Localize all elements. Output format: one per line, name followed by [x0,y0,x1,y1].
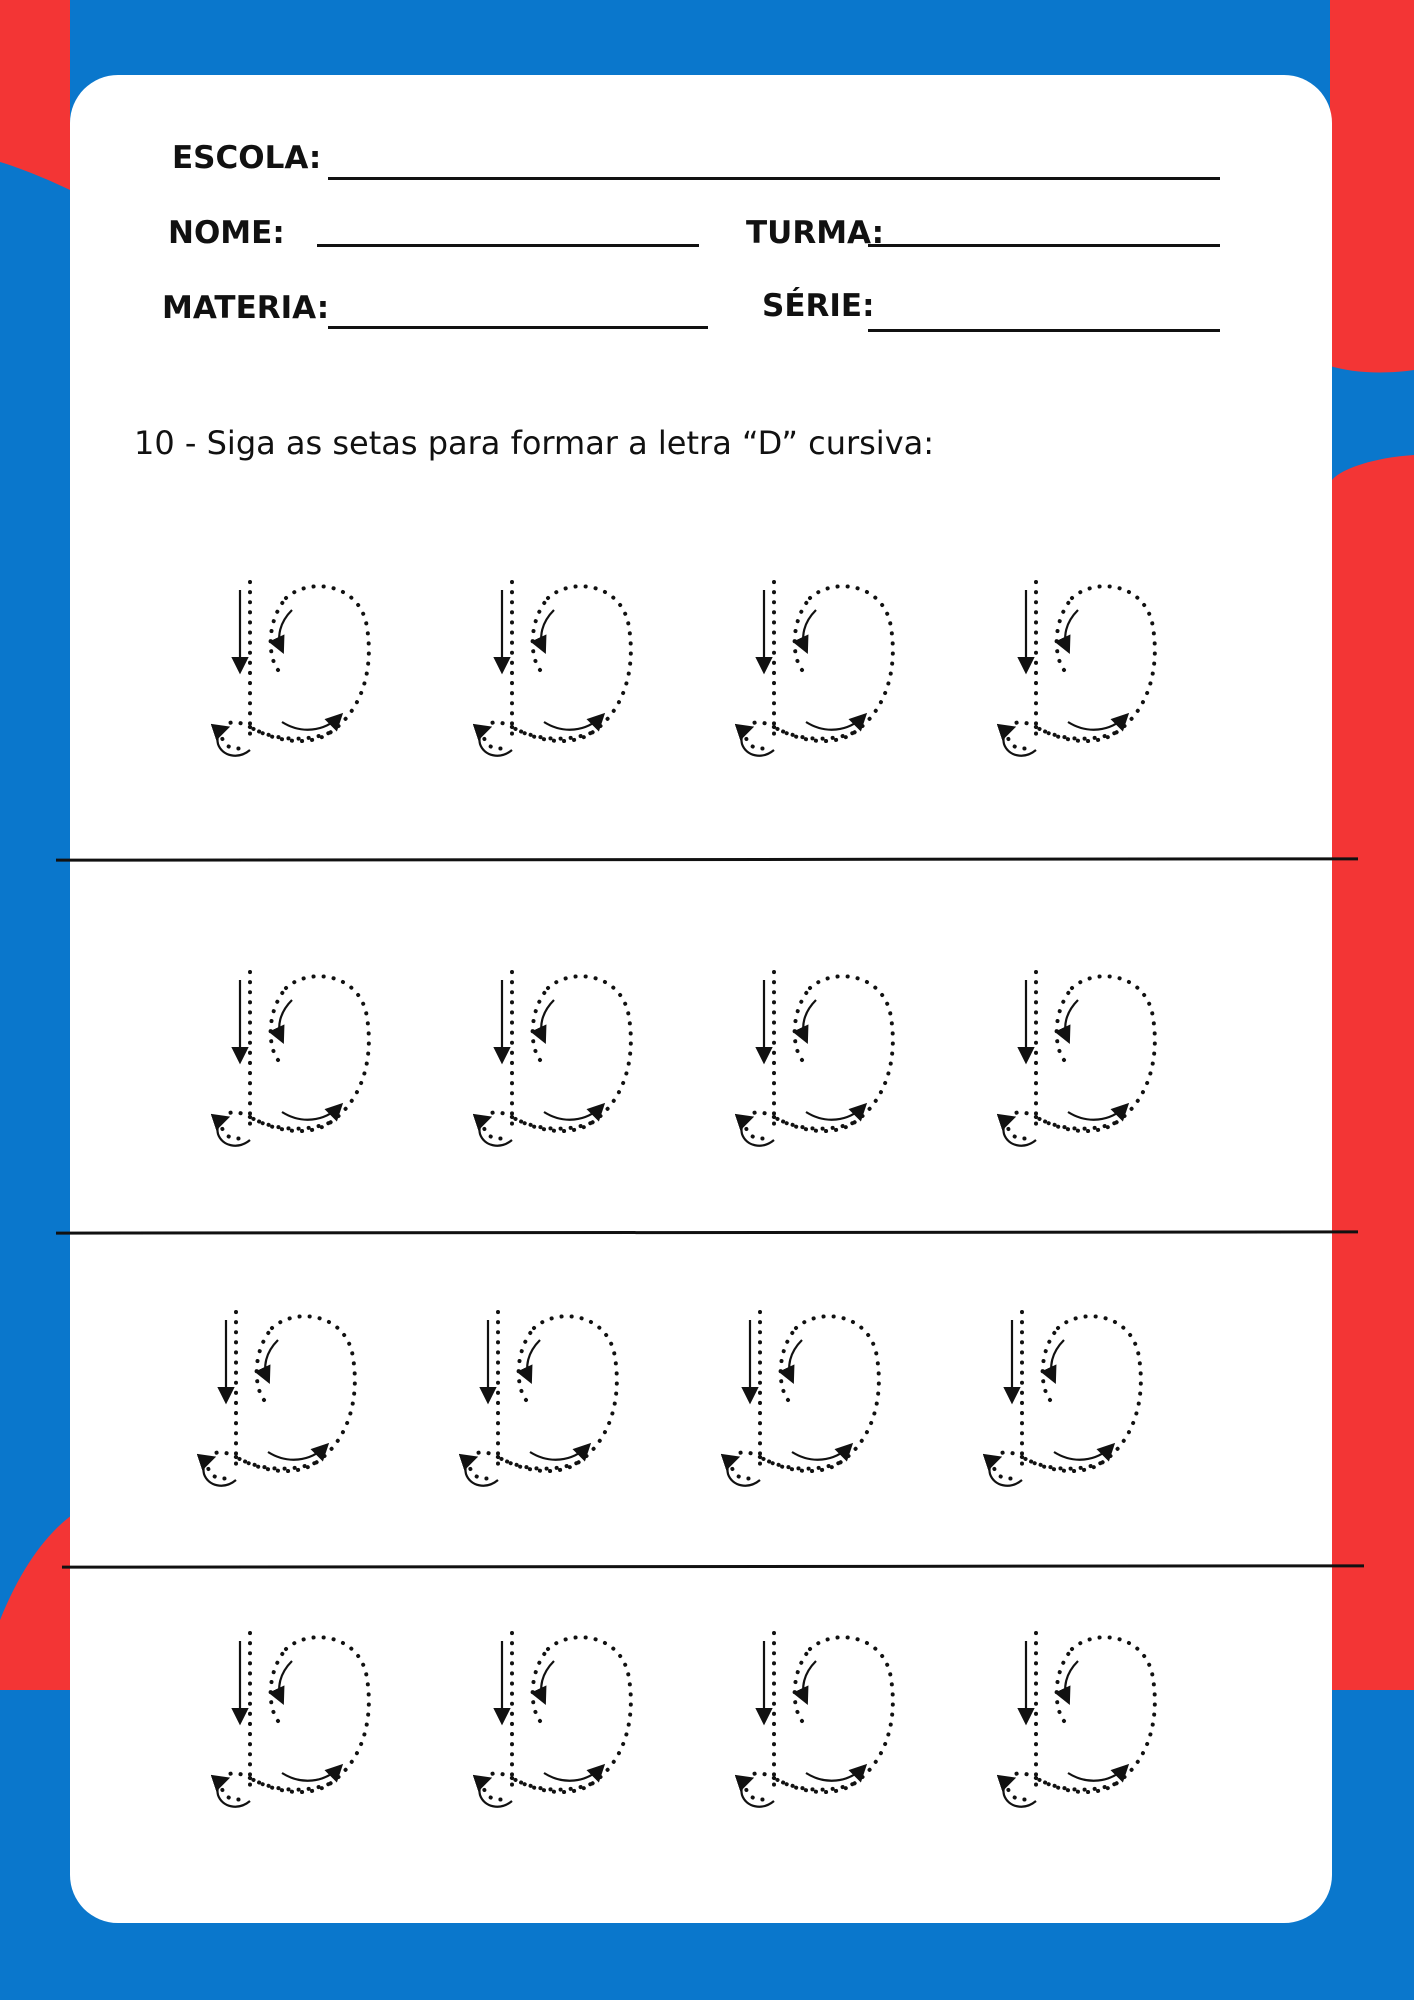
serie-label: SÉRIE: [762,288,875,324]
worksheet-card [70,75,1332,1923]
nome-label: NOME: [168,215,285,251]
serie-field[interactable] [868,329,1220,332]
turma-field[interactable] [868,244,1220,247]
materia-field[interactable] [328,326,708,329]
escola-field[interactable] [328,177,1220,180]
escola-label: ESCOLA: [172,140,322,176]
turma-label: TURMA: [746,215,885,251]
nome-field[interactable] [317,244,699,247]
materia-label: MATERIA: [162,290,330,326]
instruction-text: 10 - Siga as setas para formar a letra “D” cursiva: [134,424,935,462]
